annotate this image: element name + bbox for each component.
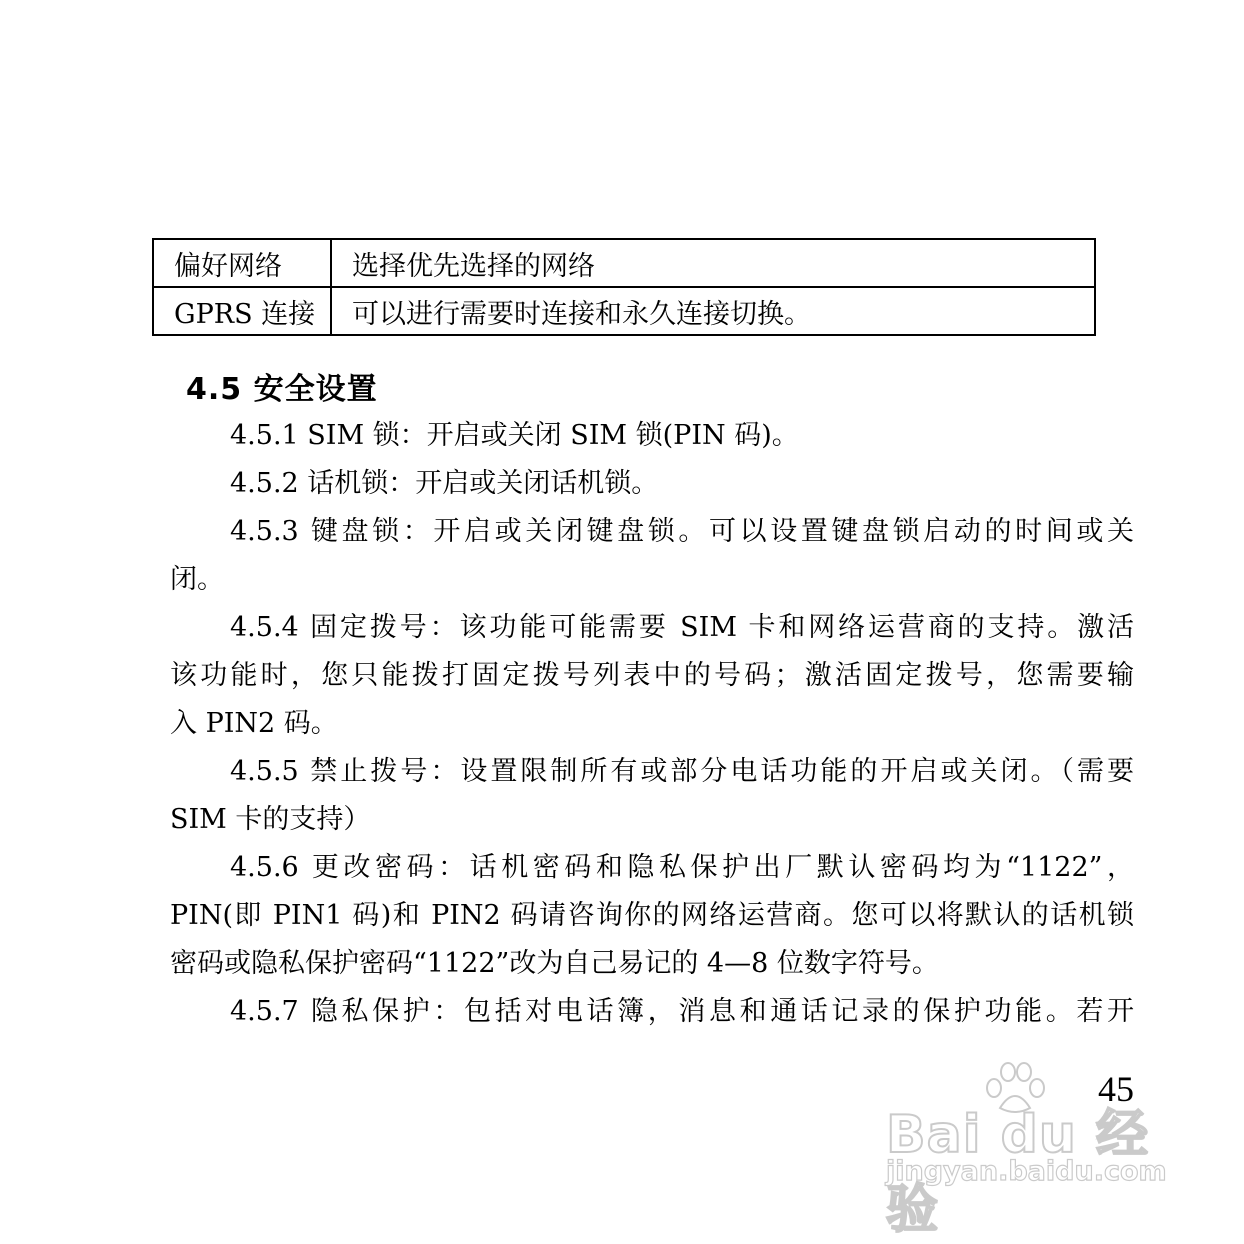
- table-row: [153, 287, 1095, 335]
- setting-desc-cell: 选择优先选择的网络: [331, 239, 1095, 287]
- paragraph-line: 入 PIN2 码。: [170, 708, 338, 739]
- paragraph-line: 4.5.5 禁止拨号：设置限制所有或部分电话功能的开启或关闭。（需要: [230, 756, 1134, 787]
- paragraph-line: 闭。: [170, 564, 224, 595]
- section-heading: 4.5 安全设置: [186, 372, 378, 407]
- paragraph-line: 4.5.4 固定拨号：该功能可能需要 SIM 卡和网络运营商的支持。激活: [230, 612, 1134, 643]
- setting-desc-cell: 可以进行需要时连接和永久连接切换。: [331, 287, 1095, 335]
- table-row: [153, 239, 1095, 287]
- settings-table: [152, 238, 1096, 336]
- paragraph-line: 该功能时，您只能拨打固定拨号列表中的号码；激活固定拨号，您需要输: [170, 660, 1134, 691]
- setting-name-cell: GPRS 连接: [153, 287, 331, 335]
- paragraph-line: PIN(即 PIN1 码)和 PIN2 码请咨询你的网络运营商。您可以将默认的话机锁: [170, 900, 1134, 931]
- setting-name-cell: 偏好网络: [153, 239, 331, 287]
- paragraph-line: 4.5.1 SIM 锁：开启或关闭 SIM 锁(PIN 码)。: [230, 420, 799, 451]
- baidu-jingyan-watermark: [880, 1058, 1180, 1240]
- paragraph-line: 密码或隐私保护密码“1122”改为自己易记的 4—8 位数字符号。: [170, 948, 939, 979]
- paragraph-line: 4.5.6 更改密码：话机密码和隐私保护出厂默认密码均为“1122”，: [230, 852, 1134, 883]
- page-number: 45: [1098, 1069, 1134, 1109]
- watermark-url: jingyan.baidu.com: [886, 1156, 1167, 1187]
- paragraph-line: 4.5.2 话机锁：开启或关闭话机锁。: [230, 468, 659, 499]
- paragraph-line: 4.5.3 键盘锁：开启或关闭键盘锁。可以设置键盘锁启动的时间或关: [230, 516, 1134, 547]
- paragraph-line: SIM 卡的支持）: [170, 804, 371, 835]
- paragraph-line: 4.5.7 隐私保护：包括对电话簿，消息和通话记录的保护功能。若开: [230, 996, 1134, 1027]
- watermark-logo: Bai du 经验: [886, 1105, 1149, 1240]
